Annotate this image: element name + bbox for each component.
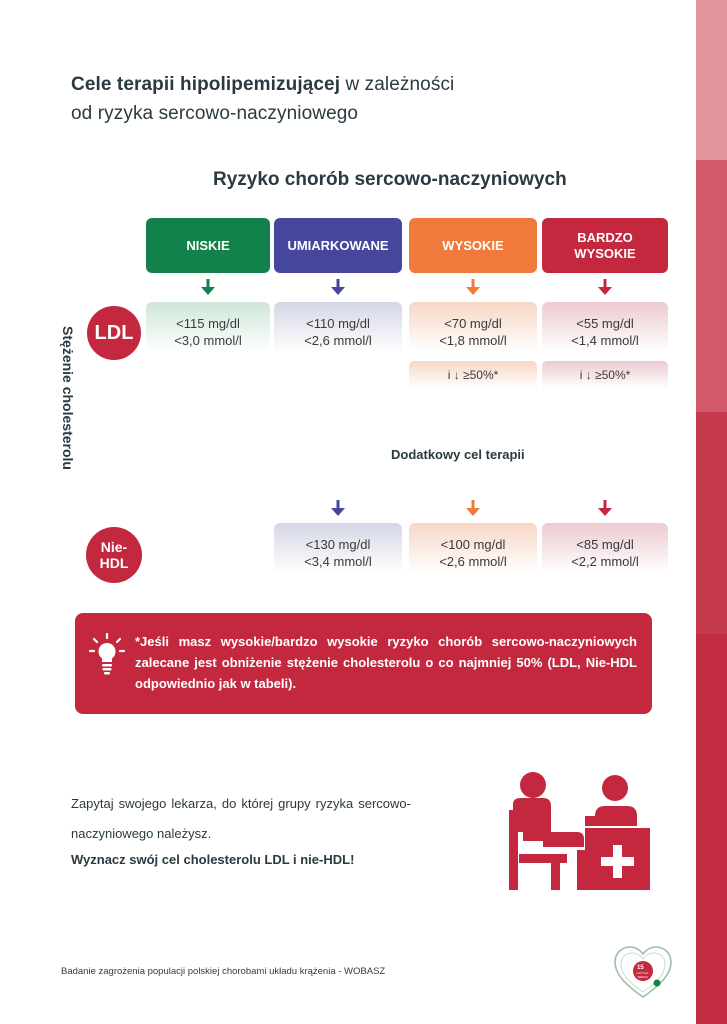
- ask-doctor-bold: Wyznacz swój cel cholesterolu LDL i nie-HDL!: [71, 852, 355, 867]
- strip-segment-1: [696, 0, 727, 160]
- non-hdl-badge-line1: Nie-: [100, 539, 128, 555]
- info-box: [75, 613, 652, 714]
- category-low: NISKIE: [146, 218, 270, 273]
- wobasz-heart-logo: [613, 945, 673, 1000]
- side-label: [58, 317, 78, 479]
- non-hdl-very-high-mmol: <2,2 mmol/l: [571, 554, 639, 569]
- ldl-value-very-high: [542, 302, 668, 352]
- arrow-down-icon: [466, 279, 480, 295]
- svg-text:15: 15: [637, 965, 644, 971]
- page-title: [71, 70, 531, 128]
- non-hdl-value-moderate: [274, 523, 402, 573]
- side-label-text: Stężenie cholesterolu: [60, 326, 76, 470]
- arrow-down-icon: [598, 279, 612, 295]
- non-hdl-high-mmol: <2,6 mmol/l: [439, 554, 507, 569]
- non-hdl-moderate-mmol: <3,4 mmol/l: [304, 554, 372, 569]
- ask-doctor-text: Zapytaj swojego lekarza, do której grupy ryzyka sercowo-naczyniowego należysz.: [71, 796, 411, 841]
- non-hdl-badge-line2: HDL: [99, 555, 129, 571]
- ldl-value-moderate: [274, 302, 402, 352]
- non-hdl-moderate-mgdl: <130 mg/dl: [305, 537, 371, 552]
- info-text: *Jeśli masz wysokie/bardzo wysokie ryzyko chorób sercowo-naczyniowych zalecane jest obniżenie stężenie cholesterolu o co najmniej 50% (LDL, Nie-HDL odpowiednio jak w tabeli).: [135, 634, 637, 691]
- ldl-high-mgdl: <70 mg/dl: [444, 316, 502, 331]
- non-hdl-badge: [86, 527, 142, 583]
- ldl-very-high-mgdl: <55 mg/dl: [576, 316, 634, 331]
- arrow-down-icon: [201, 279, 215, 295]
- ldl-high-mmol: <1,8 mmol/l: [439, 333, 507, 348]
- arrow-down-icon: [598, 500, 612, 516]
- category-moderate: UMIARKOWANE: [274, 218, 402, 273]
- svg-text:SERCA: SERCA: [637, 975, 648, 979]
- non-hdl-value-high: [409, 523, 537, 573]
- ldl-low-mmol: <3,0 mmol/l: [174, 333, 242, 348]
- category-very-high: [542, 218, 668, 273]
- footer-text: Badanie zagrożenia populacji polskiej chorobami układu krążenia - WOBASZ: [61, 966, 386, 977]
- strip-segment-2: [696, 160, 727, 412]
- non-hdl-high-mgdl: <100 mg/dl: [440, 537, 506, 552]
- ldl-moderate-mmol: <2,6 mmol/l: [304, 333, 372, 348]
- page-title-bold: Cele terapii hipolipemizującej: [71, 74, 341, 95]
- category-high: WYSOKIE: [409, 218, 537, 273]
- ldl-value-high: [409, 302, 537, 352]
- non-hdl-value-very-high: [542, 523, 668, 573]
- ldl-moderate-mgdl: <110 mg/dl: [306, 316, 370, 331]
- doctor-patient-icon: [505, 770, 650, 890]
- page-title-line2: od ryzyka sercowo-naczyniowego: [71, 103, 359, 124]
- arrow-down-icon: [331, 279, 345, 295]
- ldl-very-high-mmol: <1,4 mmol/l: [571, 333, 639, 348]
- side-color-strip: [696, 0, 727, 1024]
- strip-segment-3: [696, 412, 727, 634]
- extra-goal-label: Dodatkowy cel terapii: [391, 447, 525, 462]
- arrow-down-icon: [331, 500, 345, 516]
- ldl-note-very-high: i ↓ ≥50%*: [542, 361, 668, 389]
- ldl-note-high: i ↓ ≥50%*: [409, 361, 537, 389]
- ldl-badge: LDL: [87, 306, 141, 360]
- non-hdl-very-high-mgdl: <85 mg/dl: [576, 537, 634, 552]
- category-very-high-line1: BARDZO: [577, 229, 633, 245]
- risk-heading: Ryzyko chorób sercowo-naczyniowych: [213, 169, 567, 190]
- category-very-high-line2: WYSOKIE: [574, 245, 636, 261]
- strip-segment-4: [696, 634, 727, 1024]
- ldl-low-mgdl: <115 mg/dl: [176, 316, 240, 331]
- arrow-down-icon: [466, 500, 480, 516]
- page-title-rest: w zależności: [340, 74, 455, 95]
- svg-text:LAT DLA: LAT DLA: [636, 971, 649, 975]
- lightbulb-icon: [89, 633, 125, 677]
- ldl-value-low: [146, 302, 270, 352]
